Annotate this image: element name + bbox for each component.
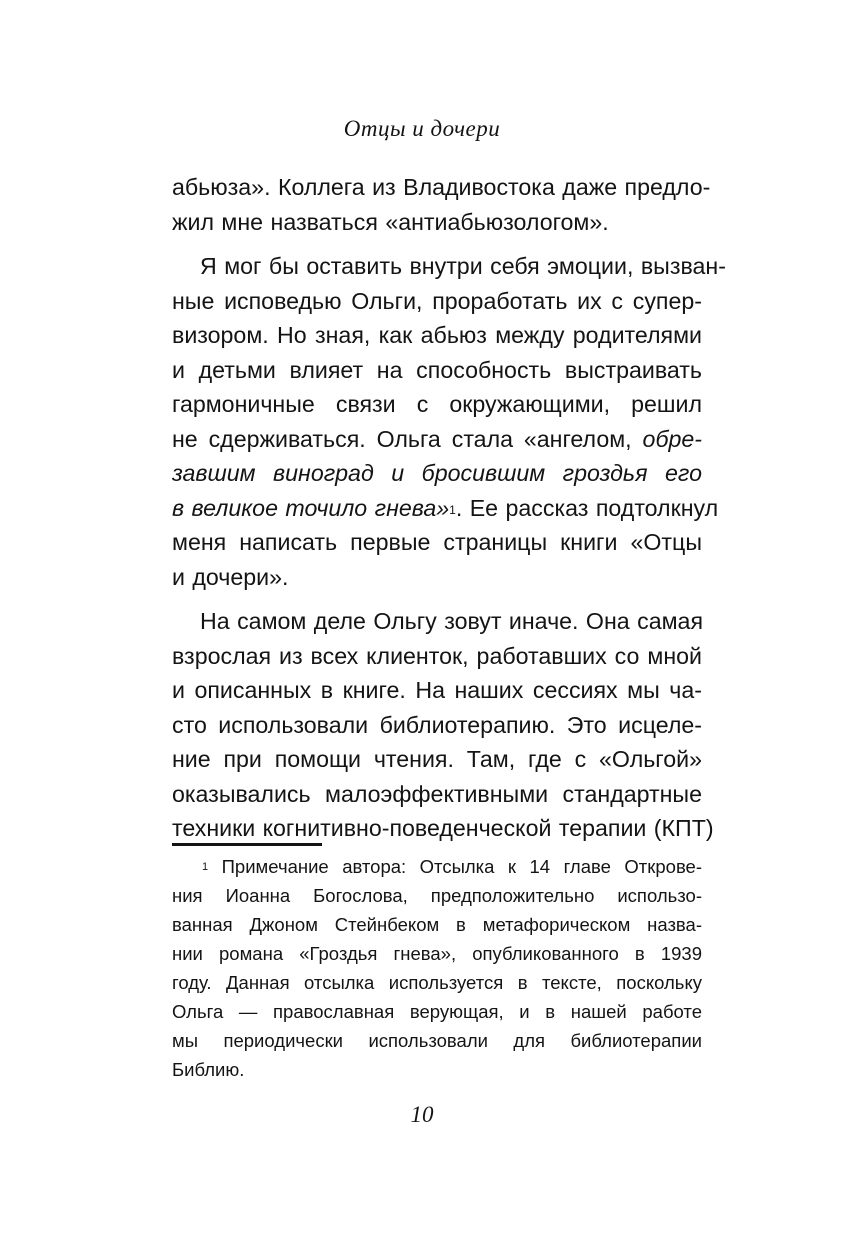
main-text	[172, 170, 726, 846]
text-line: сто использовали библиотерапию. Это исцеле-	[172, 711, 702, 738]
text-line	[172, 491, 719, 526]
text-line: ные исповедью Ольги, проработать их с супер-	[172, 287, 702, 314]
plain-text: не сдерживаться. Ольга стала «ангелом,	[172, 425, 632, 452]
text-line: и описанных в книге. На наших сессиях мы ча-	[172, 677, 702, 703]
text-line	[172, 422, 702, 457]
text-line: гармоничные связи с окружающими, решил	[172, 391, 702, 417]
footnote-line: ванная Джоном Стейнбеком в метафорическом назва-	[172, 914, 702, 935]
plain-text: . Ее рассказ подтолкнул	[455, 494, 719, 521]
footnote-line: году. Данная отсылка используется в тексте, поскольку	[172, 972, 702, 993]
footnote-marker: 1	[202, 861, 209, 873]
text-line: визором. Но зная, как абьюз между родителями	[172, 322, 702, 348]
text-line: и детьми влияет на способность выстраивать	[172, 356, 702, 383]
footnote-ref[interactable]: 1	[449, 502, 456, 517]
footnote-line: нии романа «Гроздья гнева», опубликованного в 1939	[172, 943, 702, 964]
italic-quote: обре-	[642, 425, 702, 452]
text-line: меня написать первые страницы книги «Отцы	[172, 529, 702, 555]
paragraph-3	[172, 604, 714, 846]
text-line: жил мне назваться «антиабьюзологом».	[172, 208, 609, 235]
running-title: Отцы и дочери	[343, 116, 501, 141]
text-line: техники когнитивно-поведенческой терапии (КПТ)	[172, 815, 714, 841]
footnote-line: ния Иоанна Богослова, предположительно использо-	[172, 885, 702, 906]
text-line: взрослая из всех клиенток, работавших со мной	[172, 642, 702, 669]
footnote-line	[172, 852, 702, 881]
footnote-line: Ольга — православная верующая, и в нашей работе	[172, 1001, 702, 1022]
italic-quote-line: завшим виноград и бросившим гроздья его	[172, 460, 702, 486]
footnote-line: мы периодически использовали для библиотерапии	[172, 1030, 702, 1051]
text-line: Я мог бы оставить внутри себя эмоции, вызван-	[200, 253, 726, 279]
text-line: ние при помощи чтения. Там, где с «Ольгой»	[172, 746, 702, 772]
footnote-separator	[172, 843, 322, 846]
footnote	[172, 852, 702, 1084]
text-line: оказывались малоэффективными стандартные	[172, 780, 702, 807]
paragraph-1	[172, 170, 711, 239]
footnote-text: Примечание автора: Отсылка к 14 главе Открове-	[221, 856, 703, 877]
text-line: и дочери».	[172, 563, 289, 590]
page-number: 10	[410, 1102, 434, 1127]
paragraph-2	[172, 249, 726, 594]
italic-quote: в великое точило гнева»	[172, 494, 450, 521]
text-line: абьюза». Коллега из Владивостока даже предло-	[172, 174, 711, 200]
footnote-line: Библию.	[172, 1059, 245, 1080]
text-line: На самом деле Ольгу зовут иначе. Она самая	[200, 608, 703, 634]
